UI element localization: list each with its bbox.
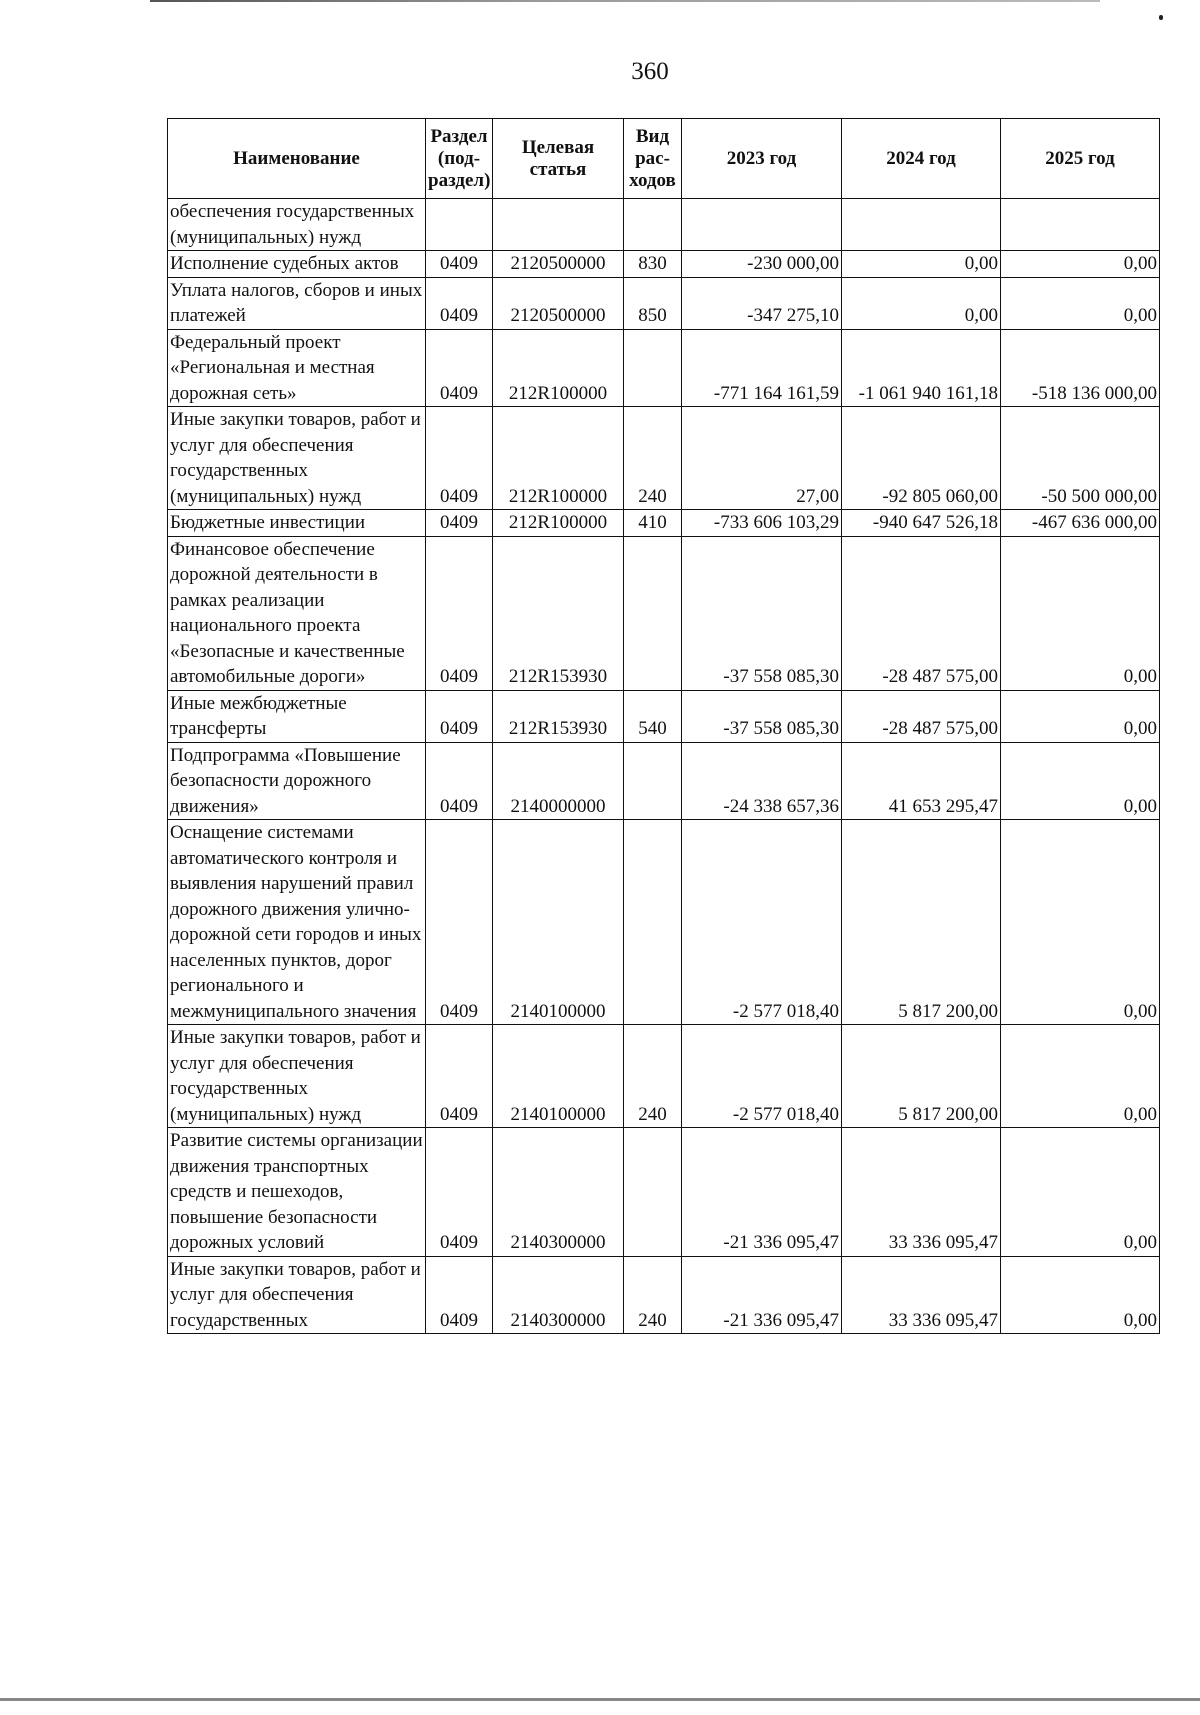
page-number: 360 bbox=[631, 58, 669, 85]
row-section: 0409 bbox=[426, 690, 493, 742]
row-2024: -92 805 060,00 bbox=[842, 407, 1001, 510]
row-2023: -347 275,10 bbox=[682, 277, 842, 329]
row-2023: -733 606 103,29 bbox=[682, 510, 842, 537]
row-section bbox=[426, 199, 493, 251]
row-2025: 0,00 bbox=[1001, 1256, 1160, 1334]
row-2023: -37 558 085,30 bbox=[682, 536, 842, 690]
row-name: Иные закупки товаров, работ и услуг для обеспечения государственных (муниципальных) нужд bbox=[168, 1025, 426, 1128]
row-2025: -518 136 000,00 bbox=[1001, 329, 1160, 407]
row-type bbox=[624, 742, 682, 820]
row-target: 2140300000 bbox=[493, 1256, 624, 1334]
row-section: 0409 bbox=[426, 510, 493, 537]
row-target: 2140000000 bbox=[493, 742, 624, 820]
row-name: Федеральный проект «Региональная и местная дорожная сеть» bbox=[168, 329, 426, 407]
row-2025: -467 636 000,00 bbox=[1001, 510, 1160, 537]
row-2024: 41 653 295,47 bbox=[842, 742, 1001, 820]
row-target: 2140100000 bbox=[493, 820, 624, 1025]
row-type: 240 bbox=[624, 1256, 682, 1334]
row-2023: -230 000,00 bbox=[682, 251, 842, 278]
row-type: 240 bbox=[624, 1025, 682, 1128]
row-section: 0409 bbox=[426, 407, 493, 510]
row-type: 240 bbox=[624, 407, 682, 510]
row-2025: 0,00 bbox=[1001, 1025, 1160, 1128]
header-section: Раздел (под-раздел) bbox=[426, 119, 493, 199]
row-2024: 5 817 200,00 bbox=[842, 1025, 1001, 1128]
row-2024: 0,00 bbox=[842, 251, 1001, 278]
header-2024: 2024 год bbox=[842, 119, 1001, 199]
row-section: 0409 bbox=[426, 742, 493, 820]
row-2023: -37 558 085,30 bbox=[682, 690, 842, 742]
header-type: Вид рас-ходов bbox=[624, 119, 682, 199]
row-type: 850 bbox=[624, 277, 682, 329]
row-2025: 0,00 bbox=[1001, 277, 1160, 329]
row-target: 212R100000 bbox=[493, 407, 624, 510]
row-name: Бюджетные инвестиции bbox=[168, 510, 426, 537]
row-name: Исполнение судебных актов bbox=[168, 251, 426, 278]
row-2023: -771 164 161,59 bbox=[682, 329, 842, 407]
header-target: Целевая статья bbox=[493, 119, 624, 199]
row-2025: 0,00 bbox=[1001, 820, 1160, 1025]
row-name: Иные закупки товаров, работ и услуг для обеспечения государственных bbox=[168, 1256, 426, 1334]
scan-edge-bottom bbox=[0, 1698, 1200, 1701]
table-row bbox=[168, 690, 1160, 742]
row-2025: 0,00 bbox=[1001, 1128, 1160, 1257]
row-2025 bbox=[1001, 199, 1160, 251]
row-section: 0409 bbox=[426, 277, 493, 329]
row-type: 830 bbox=[624, 251, 682, 278]
table-row bbox=[168, 199, 1160, 251]
header-2023: 2023 год bbox=[682, 119, 842, 199]
row-name: Оснащение системами автоматического контроля и выявления нарушений правил дорожного движения улично-дорожной сети городов и иных населенных пунктов, дорог регионального и межмуниципального значения bbox=[168, 820, 426, 1025]
row-2025: 0,00 bbox=[1001, 742, 1160, 820]
row-section: 0409 bbox=[426, 1128, 493, 1257]
row-2024: -28 487 575,00 bbox=[842, 536, 1001, 690]
row-section: 0409 bbox=[426, 329, 493, 407]
row-target bbox=[493, 199, 624, 251]
row-name: Финансовое обеспечение дорожной деятельности в рамках реализации национального проекта «Безопасные и качественные автомобильные дороги» bbox=[168, 536, 426, 690]
row-target: 2120500000 bbox=[493, 251, 624, 278]
table-row bbox=[168, 510, 1160, 537]
row-2023: -24 338 657,36 bbox=[682, 742, 842, 820]
table-row bbox=[168, 407, 1160, 510]
row-2024: 33 336 095,47 bbox=[842, 1256, 1001, 1334]
table-row bbox=[168, 1256, 1160, 1334]
row-section: 0409 bbox=[426, 1025, 493, 1128]
row-target: 212R100000 bbox=[493, 329, 624, 407]
row-section: 0409 bbox=[426, 1256, 493, 1334]
row-2023: -21 336 095,47 bbox=[682, 1128, 842, 1257]
table-row bbox=[168, 820, 1160, 1025]
row-type bbox=[624, 1128, 682, 1257]
row-target: 2140300000 bbox=[493, 1128, 624, 1257]
row-2024: 33 336 095,47 bbox=[842, 1128, 1001, 1257]
row-2023: -21 336 095,47 bbox=[682, 1256, 842, 1334]
row-type bbox=[624, 536, 682, 690]
row-2023: -2 577 018,40 bbox=[682, 820, 842, 1025]
table-row bbox=[168, 1025, 1160, 1128]
row-type: 410 bbox=[624, 510, 682, 537]
row-2025: 0,00 bbox=[1001, 536, 1160, 690]
row-2024: -940 647 526,18 bbox=[842, 510, 1001, 537]
row-2025: 0,00 bbox=[1001, 690, 1160, 742]
row-2023: 27,00 bbox=[682, 407, 842, 510]
row-name: Подпрограмма «Повышение безопасности дорожного движения» bbox=[168, 742, 426, 820]
scan-speck bbox=[1159, 15, 1163, 20]
table-row bbox=[168, 329, 1160, 407]
row-target: 212R153930 bbox=[493, 536, 624, 690]
table-row bbox=[168, 1128, 1160, 1257]
row-section: 0409 bbox=[426, 536, 493, 690]
row-target: 212R153930 bbox=[493, 690, 624, 742]
row-target: 212R100000 bbox=[493, 510, 624, 537]
row-type bbox=[624, 820, 682, 1025]
budget-table bbox=[167, 118, 1160, 1334]
table-row bbox=[168, 742, 1160, 820]
row-name: Развитие системы организации движения транспортных средств и пешеходов, повышение безопасности дорожных условий bbox=[168, 1128, 426, 1257]
row-target: 2120500000 bbox=[493, 277, 624, 329]
row-2024: 5 817 200,00 bbox=[842, 820, 1001, 1025]
row-2024 bbox=[842, 199, 1001, 251]
row-section: 0409 bbox=[426, 251, 493, 278]
scan-edge-mark bbox=[150, 0, 1100, 2]
row-name: обеспечения государственных (муниципальных) нужд bbox=[168, 199, 426, 251]
row-2024: -28 487 575,00 bbox=[842, 690, 1001, 742]
row-2024: -1 061 940 161,18 bbox=[842, 329, 1001, 407]
row-2025: 0,00 bbox=[1001, 251, 1160, 278]
row-name: Иные закупки товаров, работ и услуг для обеспечения государственных (муниципальных) нужд bbox=[168, 407, 426, 510]
row-2025: -50 500 000,00 bbox=[1001, 407, 1160, 510]
row-type: 540 bbox=[624, 690, 682, 742]
header-name: Наименование bbox=[168, 119, 426, 199]
row-target: 2140100000 bbox=[493, 1025, 624, 1128]
table-row bbox=[168, 536, 1160, 690]
table-header-row bbox=[168, 119, 1160, 199]
row-2023 bbox=[682, 199, 842, 251]
row-type bbox=[624, 329, 682, 407]
row-type bbox=[624, 199, 682, 251]
header-2025: 2025 год bbox=[1001, 119, 1160, 199]
table-row bbox=[168, 251, 1160, 278]
row-section: 0409 bbox=[426, 820, 493, 1025]
table-row bbox=[168, 277, 1160, 329]
row-name: Иные межбюджетные трансферты bbox=[168, 690, 426, 742]
row-2024: 0,00 bbox=[842, 277, 1001, 329]
row-2023: -2 577 018,40 bbox=[682, 1025, 842, 1128]
row-name: Уплата налогов, сборов и иных платежей bbox=[168, 277, 426, 329]
